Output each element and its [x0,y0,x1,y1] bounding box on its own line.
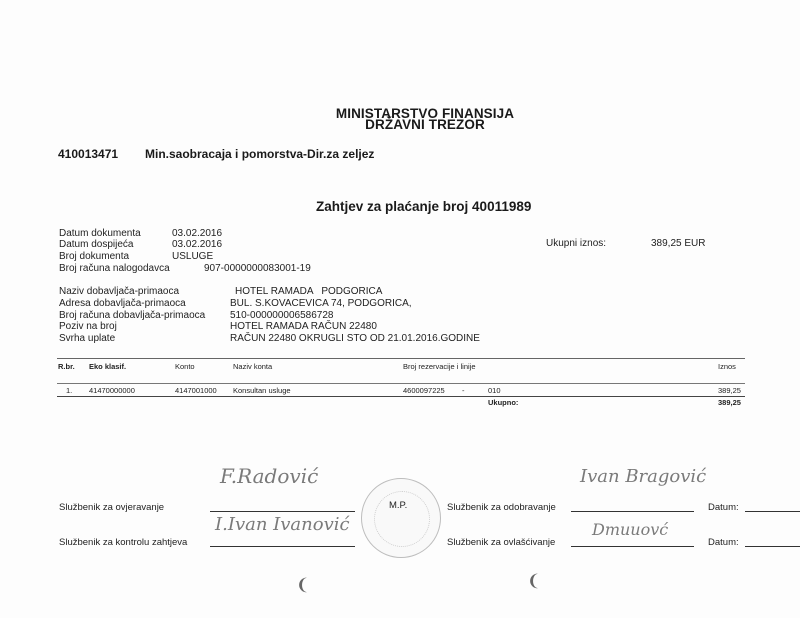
supplier-value: HOTEL RAMADA PODGORICA [235,286,383,297]
total-amount-value: 389,25 EUR [651,238,706,249]
table-top-border [57,358,745,359]
cell-rbr: 1. [66,386,73,395]
detail-label: Broj dokumenta [59,251,130,262]
cell-konto: 4147001000 [175,386,217,395]
detail-label: Datum dospijeća [59,239,134,250]
header-konto: Konto [175,362,195,371]
document-title: Zahtjev za plaćanje broj 40011989 [316,199,532,214]
binder-hole-mark: ❨ [527,571,541,590]
cell-iznos: 389,25 [718,386,741,395]
supplier-label: Broj računa dobavljača-primaoca [59,310,206,321]
cell-linija: 010 [488,386,501,395]
label-ovjeravanje: Službenik za ovjeravanje [59,502,165,513]
table-row-border [57,396,745,397]
label-kontrola: Službenik za kontrolu zahtjeva [59,537,188,548]
organization-code: 410013471 [58,147,119,161]
official-stamp [361,478,441,558]
header-naziv: Naziv konta [233,362,273,371]
datum-label-1: Datum: [708,502,739,513]
supplier-value: 510-000000006586728 [230,310,334,321]
detail-value: 03.02.2016 [172,228,223,239]
binder-hole-mark: ❨ [296,575,310,594]
signature-ink-ovjeravanje: F.Radović [220,464,319,488]
mp-label: M.P. [389,500,408,511]
total-label: Ukupno: [488,398,519,407]
detail-label: Broj računa nalogodavca [59,263,170,274]
table-header-border [57,383,745,384]
detail-value: 03.02.2016 [172,239,223,250]
supplier-value: RAČUN 22480 OKRUGLI STO OD 21.01.2016.GODINE [230,333,480,344]
supplier-label: Naziv dobavljača-primaoca [59,286,180,297]
signature-line-kontrola [210,546,355,547]
detail-value: 907-0000000083001-19 [204,263,311,274]
supplier-label: Poziv na broj [59,321,117,332]
header-rezervacija: Broj rezervacije i linije [403,362,476,371]
label-ovlascivanje: Službenik za ovlašćivanje [447,537,556,548]
header-iznos: Iznos [718,362,736,371]
signature-line-ovlascivanje [571,546,694,547]
header-eko: Eko klasif. [89,362,127,371]
signature-ink-odobravanje: Ivan Bragović [580,466,707,487]
header-rbr: R.br. [58,362,75,371]
label-odobravanje: Službenik za odobravanje [447,502,556,513]
signature-line-odobravanje [571,511,694,512]
cell-naziv: Konsultan usluge [233,386,291,395]
datum-label-2: Datum: [708,537,739,548]
supplier-value: BUL. S.KOVACEVICA 74, PODGORICA, [230,298,412,309]
cell-dash: - [462,386,465,395]
total-value: 389,25 [718,398,741,407]
datum-line-1 [745,511,800,512]
cell-eko: 41470000000 [89,386,135,395]
supplier-label: Svrha uplate [59,333,116,344]
ministry-title: MINISTARSTVO FINANSIJA [335,106,515,121]
detail-value: USLUGE [172,251,214,262]
signature-ink-kontrola: I.Ivan Ivanović [215,514,350,535]
datum-line-2 [745,546,800,547]
treasury-title: DRŽAVNI TREZOR [365,117,485,132]
detail-label: Datum dokumenta [59,228,141,239]
organization-name: Min.saobracaja i pomorstva-Dir.za zeljez [145,147,375,161]
signature-ink-ovlascivanje: Dmuuovć [592,520,669,539]
total-amount-label: Ukupni iznos: [546,238,607,249]
cell-rezervacija: 4600097225 [403,386,445,395]
supplier-label: Adresa dobavljača-primaoca [59,298,186,309]
signature-line-ovjeravanje [210,511,355,512]
supplier-value: HOTEL RAMADA RAČUN 22480 [230,321,377,332]
